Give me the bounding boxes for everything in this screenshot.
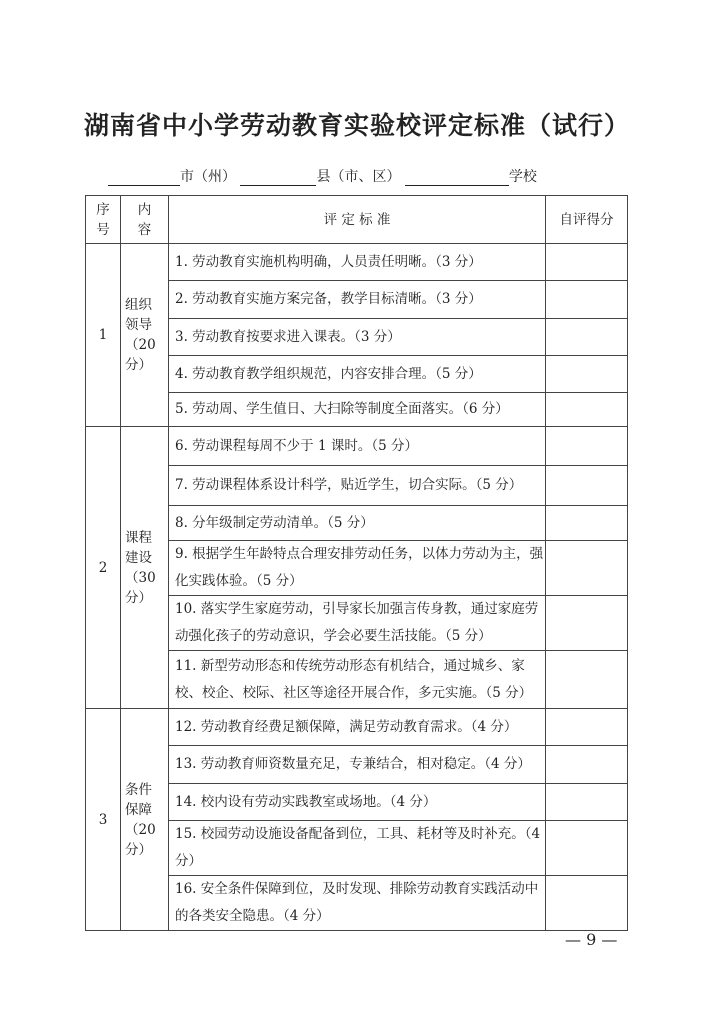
city-label: 市（州） [180,169,236,185]
criterion-text: 7. 劳动课程体系设计科学，贴近学生，切合实际。（5 分） [169,466,546,506]
header-score: 自评得分 [546,196,628,244]
evaluation-table [85,195,628,931]
self-score-cell[interactable] [546,506,628,541]
self-score-cell[interactable] [546,541,628,596]
section-number: 3 [86,709,121,931]
criterion-text: 10. 落实学生家庭劳动，引导家长加强言传身教，通过家庭劳动强化孩子的劳动意识，学会必要生活技能。（5 分） [169,596,546,651]
header-standard: 评 定 标 准 [169,196,546,244]
self-score-cell[interactable] [546,356,628,393]
county-label: 县（市、区） [316,169,401,185]
self-score-cell[interactable] [546,651,628,709]
self-score-cell[interactable] [546,427,628,466]
self-score-cell[interactable] [546,746,628,784]
criterion-text: 2. 劳动教育实施方案完备，教学目标清晰。（3 分） [169,281,546,319]
school-label: 学校 [508,169,537,185]
section-number: 1 [86,244,121,427]
criterion-text: 1. 劳动教育实施机构明确，人员责任明晰。（3 分） [169,244,546,281]
self-score-cell[interactable] [546,596,628,651]
self-score-cell[interactable] [546,244,628,281]
self-score-cell[interactable] [546,784,628,821]
table-row [86,244,628,281]
criterion-text: 14. 校内设有劳动实践教室或场地。（4 分） [169,784,546,821]
criterion-text: 3. 劳动教育按要求进入课表。（3 分） [169,319,546,356]
school-blank[interactable] [405,170,509,186]
self-score-cell[interactable] [546,393,628,427]
section-number: 2 [86,427,121,709]
self-score-cell[interactable] [546,281,628,319]
self-score-cell[interactable] [546,709,628,746]
header-no: 序 号 [86,196,121,244]
criterion-text: 13. 劳动教育师资数量充足，专兼结合，相对稳定。（4 分） [169,746,546,784]
document-title: 湖南省中小学劳动教育实验校评定标准（试行） [83,111,630,140]
city-blank[interactable] [108,170,180,186]
table-row [86,427,628,466]
criterion-text: 6. 劳动课程每周不少于 1 课时。（5 分） [169,427,546,466]
section-content: 课程 建设 （30 分） [121,427,169,709]
self-score-cell[interactable] [546,821,628,876]
header-content: 内 容 [121,196,169,244]
criterion-text: 9. 根据学生年龄特点合理安排劳动任务，以体力劳动为主，强化实践体验。（5 分） [169,541,546,596]
criterion-text: 16. 安全条件保障到位，及时发现、排除劳动教育实践活动中的各类安全隐患。（4 分） [169,876,546,931]
criterion-text: 12. 劳动教育经费足额保障，满足劳动教育需求。（4 分） [169,709,546,746]
county-blank[interactable] [240,170,316,186]
table-row [86,709,628,746]
criterion-text: 4. 劳动教育教学组织规范，内容安排合理。（5 分） [169,356,546,393]
school-info-line [108,166,537,186]
section-content: 组织 领导 （20 分） [121,244,169,427]
page-number: — 9 — [565,930,618,949]
self-score-cell[interactable] [546,876,628,931]
criterion-text: 11. 新型劳动形态和传统劳动形态有机结合，通过城乡、家校、校企、校际、社区等途径开展合作，多元实施。（5 分） [169,651,546,709]
criterion-text: 8. 分年级制定劳动清单。（5 分） [169,506,546,541]
section-content: 条件 保障 （20 分） [121,709,169,931]
criterion-text: 5. 劳动周、学生值日、大扫除等制度全面落实。（6 分） [169,393,546,427]
self-score-cell[interactable] [546,466,628,506]
self-score-cell[interactable] [546,319,628,356]
criterion-text: 15. 校园劳动设施设备配备到位，工具、耗材等及时补充。（4 分） [169,821,546,876]
